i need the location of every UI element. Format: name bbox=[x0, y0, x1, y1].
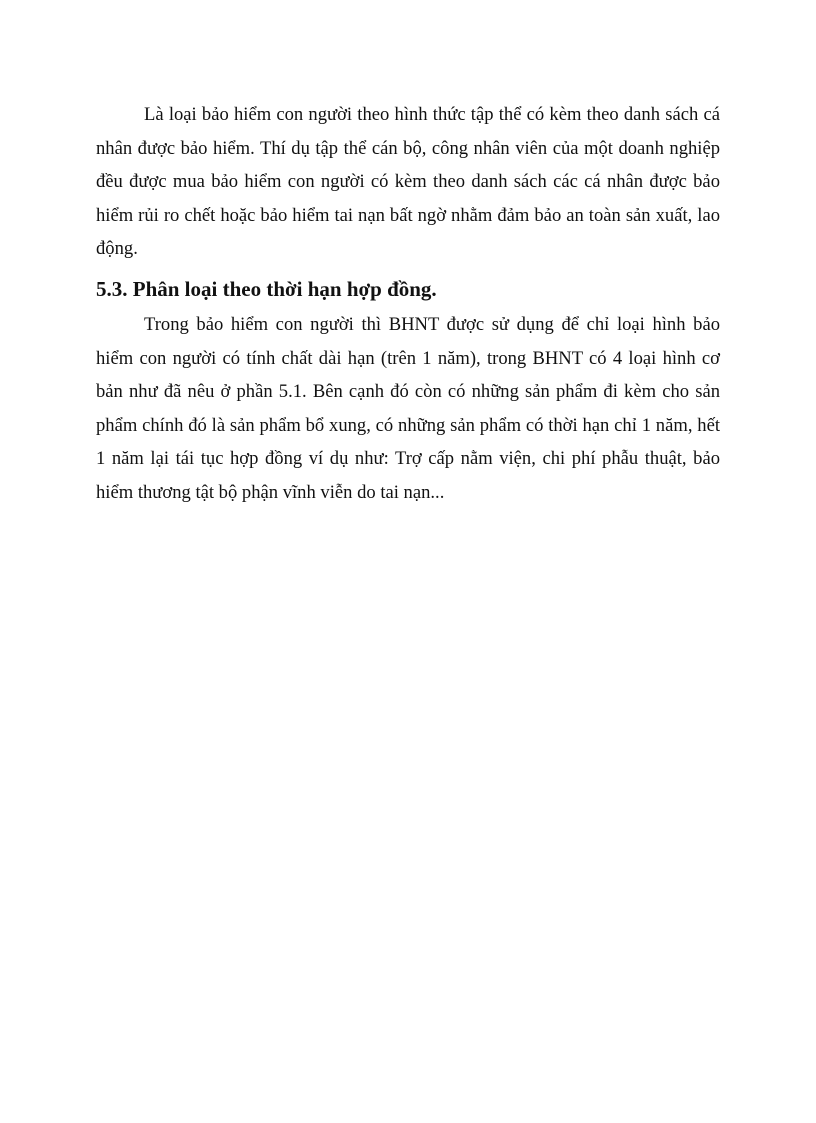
paragraph-contract-term: Trong bảo hiểm con người thì BHNT được sử dụng để chỉ loại hình bảo hiểm con người có tính chất dài hạn (trên 1 năm), trong BHNT có 4 loại hình cơ bản như đã nêu ở phần 5.1. Bên cạnh đó còn có những sản phẩm đi kèm cho sản phẩm chính đó là sản phẩm bổ xung, có những sản phẩm có thời hạn chỉ 1 năm, hết 1 năm lại tái tục hợp đồng ví dụ như: Trợ cấp nằm viện, chi phí phẫu thuật, bảo hiểm thương tật bộ phận vĩnh viễn do tai nạn... bbox=[96, 313, 720, 503]
section-heading-5-3: 5.3. Phân loại theo thời hạn hợp đồng. bbox=[96, 276, 437, 301]
document-page bbox=[96, 98, 720, 510]
paragraph-group-insurance: Là loại bảo hiểm con người theo hình thức tập thể có kèm theo danh sách cá nhân được bảo hiểm. Thí dụ tập thể cán bộ, công nhân viên của một doanh nghiệp đều được mua bảo hiểm con người có kèm theo danh sách các cá nhân được bảo hiểm rủi ro chết hoặc bảo hiểm tai nạn bất ngờ nhằm đảm bảo an toàn sản xuất, lao động. bbox=[96, 104, 720, 260]
